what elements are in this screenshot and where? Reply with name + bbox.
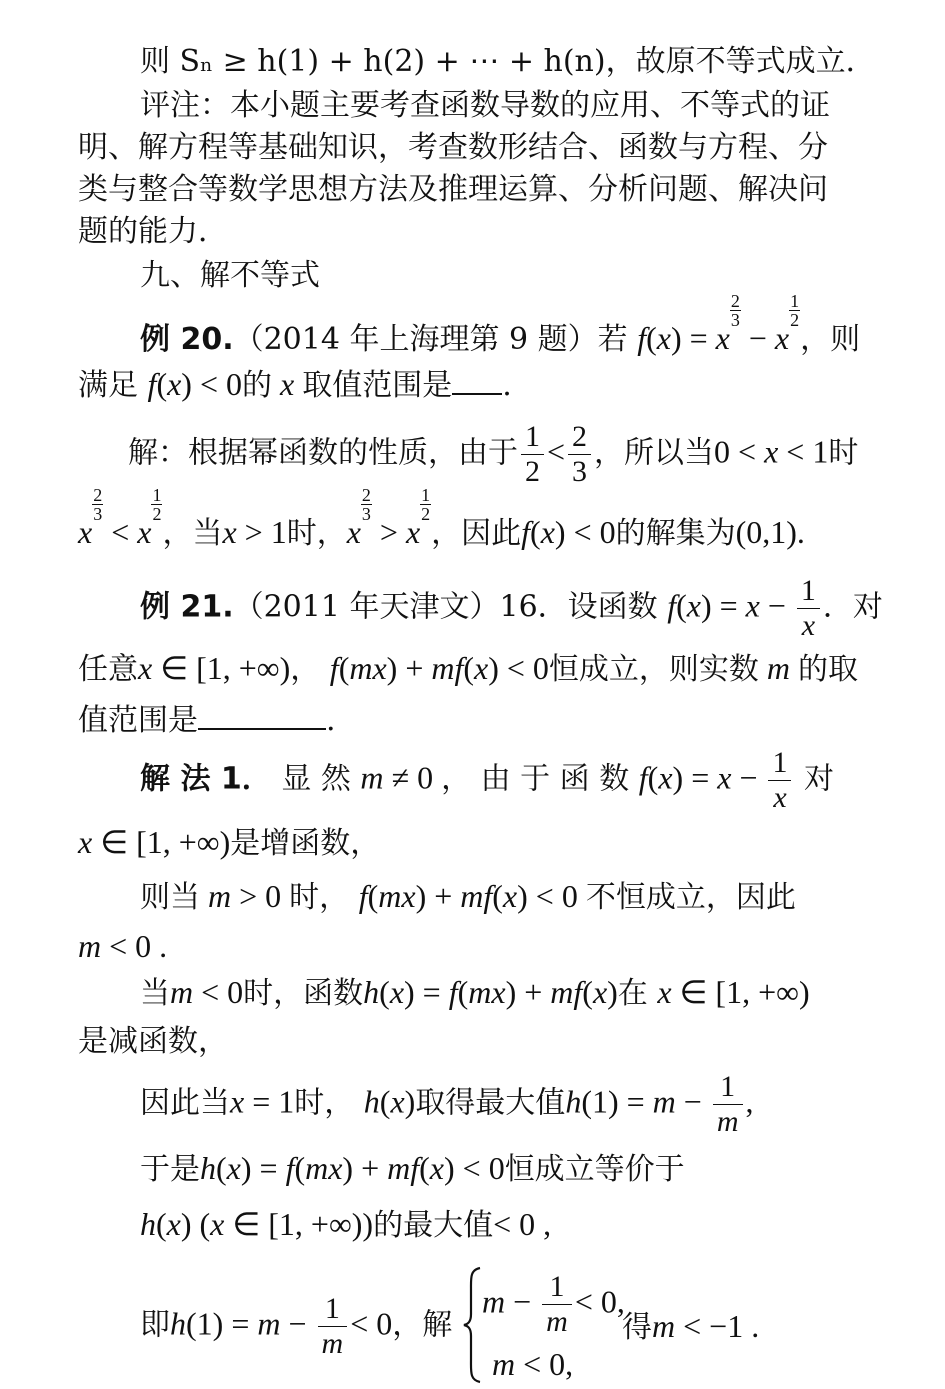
text-line-comment-4 bbox=[78, 212, 228, 252]
example-21-solution-5: 当m < 0时，函数h(x) = f(mx) + mf(x)在 x ∈ [1, +∞) bbox=[140, 974, 810, 1011]
example-21-line-1: 例 21.（2011 年天津文）16．设函数 f(x) = x − $\frac{1}{x}$ ．对 bbox=[140, 574, 883, 642]
example-20-line-2: 满足 f(x) < 0的 x 取值范围是 . bbox=[78, 366, 512, 403]
text-line-comment-2 bbox=[78, 128, 828, 168]
answer-blank[interactable] bbox=[452, 365, 502, 395]
example-20-solution-2: x $\frac{2}{3}$ < x $\frac{1}{2}$ ，当x > 1时，x $\frac{2}{3}$ > x $\frac{1}{2}$ ，因此f(x) < 0的解集为(0,1). bbox=[78, 485, 805, 551]
example-21-solution-9: h(x) (x ∈ [1, +∞))的最大值< 0 , bbox=[140, 1206, 552, 1243]
example-21-solution-8: 于是h(x) = f(mx) + mf(x) < 0恒成立等价于 bbox=[140, 1150, 685, 1187]
text-line-comment-1 bbox=[140, 86, 830, 126]
math-expr: f bbox=[637, 320, 647, 356]
example-21-result: 得m < −1 . bbox=[622, 1308, 760, 1345]
example-21-solution-3: 则当 m > 0 时， f(mx) + mf(x) < 0 不恒成立，因此 bbox=[140, 878, 796, 915]
example-20-line-1: 例 20.（2014 年上海理第 9 题）若 f(x) = x $\frac{2}{3}$ − x $\frac{1}{2}$ ，则 bbox=[140, 291, 861, 357]
conclusion-text: 则 Sₙ ≥ h(1) + h(2) + ⋯ + h(n)，故原不等式成立． bbox=[140, 44, 876, 79]
example-source: （2014 年上海理第 9 题）若 bbox=[233, 322, 628, 357]
example-20-solution-1: 解：根据幂函数的性质，由于 $\frac{1}{2}$ < $\frac{2}{3}$ ，所以当0 < x < 1时 bbox=[128, 420, 859, 488]
comment-text: 评注：本小题主要考查函数导数的应用、不等式的证 bbox=[140, 88, 830, 123]
text-line-conclusion bbox=[140, 42, 876, 82]
text-line-comment-3 bbox=[78, 170, 828, 210]
answer-blank[interactable] bbox=[198, 700, 326, 730]
section-heading bbox=[140, 256, 320, 296]
example-label: 例 20. bbox=[140, 322, 234, 357]
example-21-solution-6: 是减函数， bbox=[78, 1024, 228, 1059]
example-21-line-3: 值范围是 . bbox=[78, 700, 336, 741]
example-21-solution-10: 即h(1) = m − $\frac{1}{m}$ < 0，解 bbox=[140, 1292, 453, 1360]
comment-text: 类与整合等数学思想方法及推理运算、分析问题、解决问 bbox=[78, 172, 828, 207]
section-title: 九、解不等式 bbox=[140, 258, 320, 293]
example-21-solution-2: x ∈ [1, +∞)是增函数， bbox=[78, 824, 381, 861]
solution-label: 解 法 1． bbox=[140, 761, 272, 797]
example-source: （2011 年天津文）16．设函数 bbox=[233, 589, 658, 625]
case-2: m < 0, bbox=[492, 1346, 574, 1382]
comment-text: 题的能力． bbox=[78, 214, 228, 249]
example-21-solution-7: 因此当x = 1时， h(x)取得最大值h(1) = m − $\frac{1}{m}$ , bbox=[140, 1070, 754, 1138]
left-brace-icon bbox=[462, 1266, 484, 1384]
example-label: 例 21. bbox=[140, 589, 234, 625]
example-21-solution-1: 解 法 1． 显 然 m ≠ 0 ， 由 于 函 数 f(x) = x − $\frac{1}{x}$ 对 bbox=[140, 746, 835, 814]
case-1: m − $\frac{1}{m}$ < 0, bbox=[482, 1270, 625, 1338]
example-21-line-2: 任意x ∈ [1, +∞)， f(mx) + mf(x) < 0恒成立，则实数 m 的取 bbox=[78, 650, 859, 687]
example-21-solution-4: m < 0 . bbox=[78, 928, 168, 964]
answer-value: (0,1) bbox=[735, 514, 797, 550]
comment-text: 明、解方程等基础知识，考查数形结合、函数与方程、分 bbox=[78, 130, 828, 165]
